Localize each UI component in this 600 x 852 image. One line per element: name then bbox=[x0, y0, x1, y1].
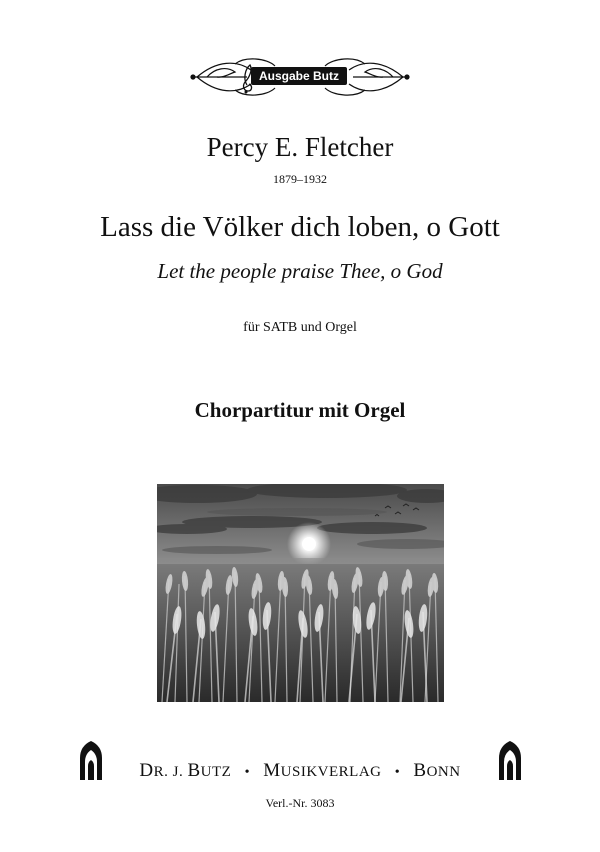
publisher-line bbox=[0, 760, 600, 782]
separator-dot: • bbox=[394, 765, 401, 780]
edition-type: Chorpartitur mit Orgel bbox=[194, 398, 406, 422]
voicing: für SATB und Orgel bbox=[243, 320, 357, 335]
edition-badge: Ausgabe Butz bbox=[251, 67, 347, 85]
work-title-german: Lass die Völker dich loben, o Gott bbox=[100, 211, 500, 243]
work-title-english: Let the people praise Thee, o God bbox=[157, 259, 443, 283]
publisher-part-3: BONN bbox=[413, 760, 461, 781]
separator-dot: • bbox=[244, 765, 250, 780]
publisher-part-2: MUSIKVERLAG bbox=[263, 760, 382, 781]
composer-name: Percy E. Fletcher bbox=[206, 132, 394, 162]
publisher-part-1: DR. J. BUTZ bbox=[139, 760, 232, 781]
wheat-field-sunset-photo bbox=[157, 484, 444, 702]
catalog-number: Verl.-Nr. 3083 bbox=[265, 796, 335, 810]
composer-dates: 1879–1932 bbox=[273, 172, 327, 186]
